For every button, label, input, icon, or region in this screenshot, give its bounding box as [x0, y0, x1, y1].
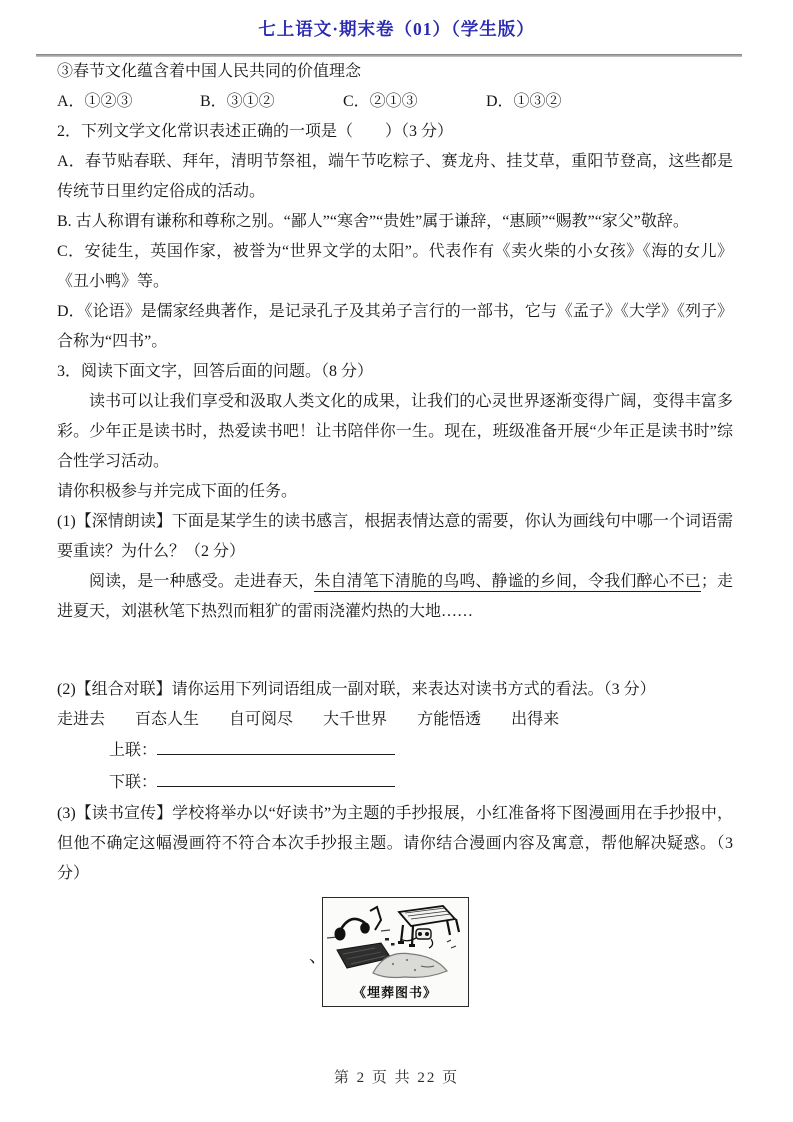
q3-part3-stem: (3)【读书宣传】学校将举办以“好读书”为主题的手抄报展，小红准备将下图漫画用在手抄报中，但他不确定这幅漫画符不符合本次手抄报主题。请你结合漫画内容及寓意，帮他解决疑惑。（3 分） [57, 805, 733, 882]
couplet-word: 方能悟透 [417, 711, 482, 728]
stray-mark: 、 [309, 946, 327, 966]
q1-item3: ③春节文化蕴含着中国人民共同的价值理念 [57, 63, 362, 80]
page-footer: 第 2 页 共 22 页 [333, 1070, 460, 1086]
game-controller-icon [401, 929, 433, 948]
quote-after: ；走进夏天，刘湛秋笔下热烈而粗犷的雷雨浇灌灼热的大地…… [57, 573, 733, 620]
q2-option-b: B. 古人称谓有谦称和尊称之别。“鄙人”“寒舍”“贵姓”属于谦辞，“惠顾”“赐教”“家父”敬辞。 [57, 213, 689, 230]
quote-before: 阅读，是一种感受。走进春天， [89, 573, 315, 590]
lower-couplet-label: 下联： [109, 774, 158, 791]
q1-option-b: B．③①② [200, 93, 275, 110]
underlined-phrase: 朱自清笔下清脆的鸟鸣、静谧的乡间，令我们醉心不已 [314, 573, 701, 590]
upper-couplet-label: 上联： [109, 742, 158, 759]
headphones-icon [334, 907, 381, 941]
q1-options-row [57, 87, 733, 117]
q2-option-a: A．春节贴春联、拜年，清明节祭祖，端午节吃粽子、赛龙舟、挂艾草，重阳节登高，这些都是传统节日里约定俗成的活动。 [57, 153, 733, 200]
couplet-word: 百态人生 [135, 711, 200, 728]
couplet-word: 自可阅尽 [229, 711, 294, 728]
couplet-word: 出得来 [511, 711, 560, 728]
q3-task-note: 请你积极参与并完成下面的任务。 [57, 483, 298, 500]
upper-couplet-blank[interactable] [157, 735, 395, 755]
q2-option-c: C．安徒生，英国作家，被誉为“世界文学的太阳”。代表作有《卖火柴的小女孩》《海的女儿》《丑小鸭》等。 [57, 243, 733, 290]
burying-books-illustration [323, 898, 465, 982]
q3-stem: 3．阅读下面文字，回答后面的问题。（8 分） [57, 363, 374, 380]
q3-part2-stem: (2)【组合对联】请你运用下列词语组成一副对联，来表达对读书方式的看法。（3 分） [57, 681, 656, 698]
q1-option-a: A．①②③ [57, 93, 133, 110]
cartoon-frame [322, 897, 469, 1007]
q3-part1-quote [57, 567, 733, 627]
cartoon-caption: 《埋葬图书》 [352, 985, 437, 1000]
couplet-word: 走进去 [57, 711, 106, 728]
cartoon-area [57, 897, 733, 1007]
q3-part1-stem: (1)【深情朗读】下面是某学生的读书感言，根据表情达意的需要，你认为画线句中哪一个词语需要重读？为什么？（2 分） [57, 513, 733, 560]
q2-option-d: D．《论语》是儒家经典著作，是记录孔子及其弟子言行的一部书，它与《孟子》《大学》《列子》合称为“四书”。 [57, 303, 733, 350]
answer-space [57, 627, 733, 675]
couplet-word: 大千世界 [323, 711, 388, 728]
lower-couplet-row [57, 767, 733, 799]
lower-couplet-blank[interactable] [157, 767, 395, 787]
q1-option-c: C．②①③ [343, 93, 418, 110]
couplet-words-row [57, 705, 733, 735]
page-content [57, 57, 733, 1007]
upper-couplet-row [57, 735, 733, 767]
q3-intro: 读书可以让我们享受和汲取人类文化的成果，让我们的心灵世界逐渐变得广阔，变得丰富多彩。少年正是读书时，热爱读书吧！让书陪伴你一生。现在，班级准备开展“少年正是读书时”综合性学习活动。 [57, 393, 733, 470]
q2-stem: 2．下列文学文化常识表述正确的一项是（ ）（3 分） [57, 123, 454, 140]
q1-option-d: D．①③② [486, 93, 562, 110]
page-title: 七上语文·期末卷（01）（学生版） [258, 19, 535, 39]
